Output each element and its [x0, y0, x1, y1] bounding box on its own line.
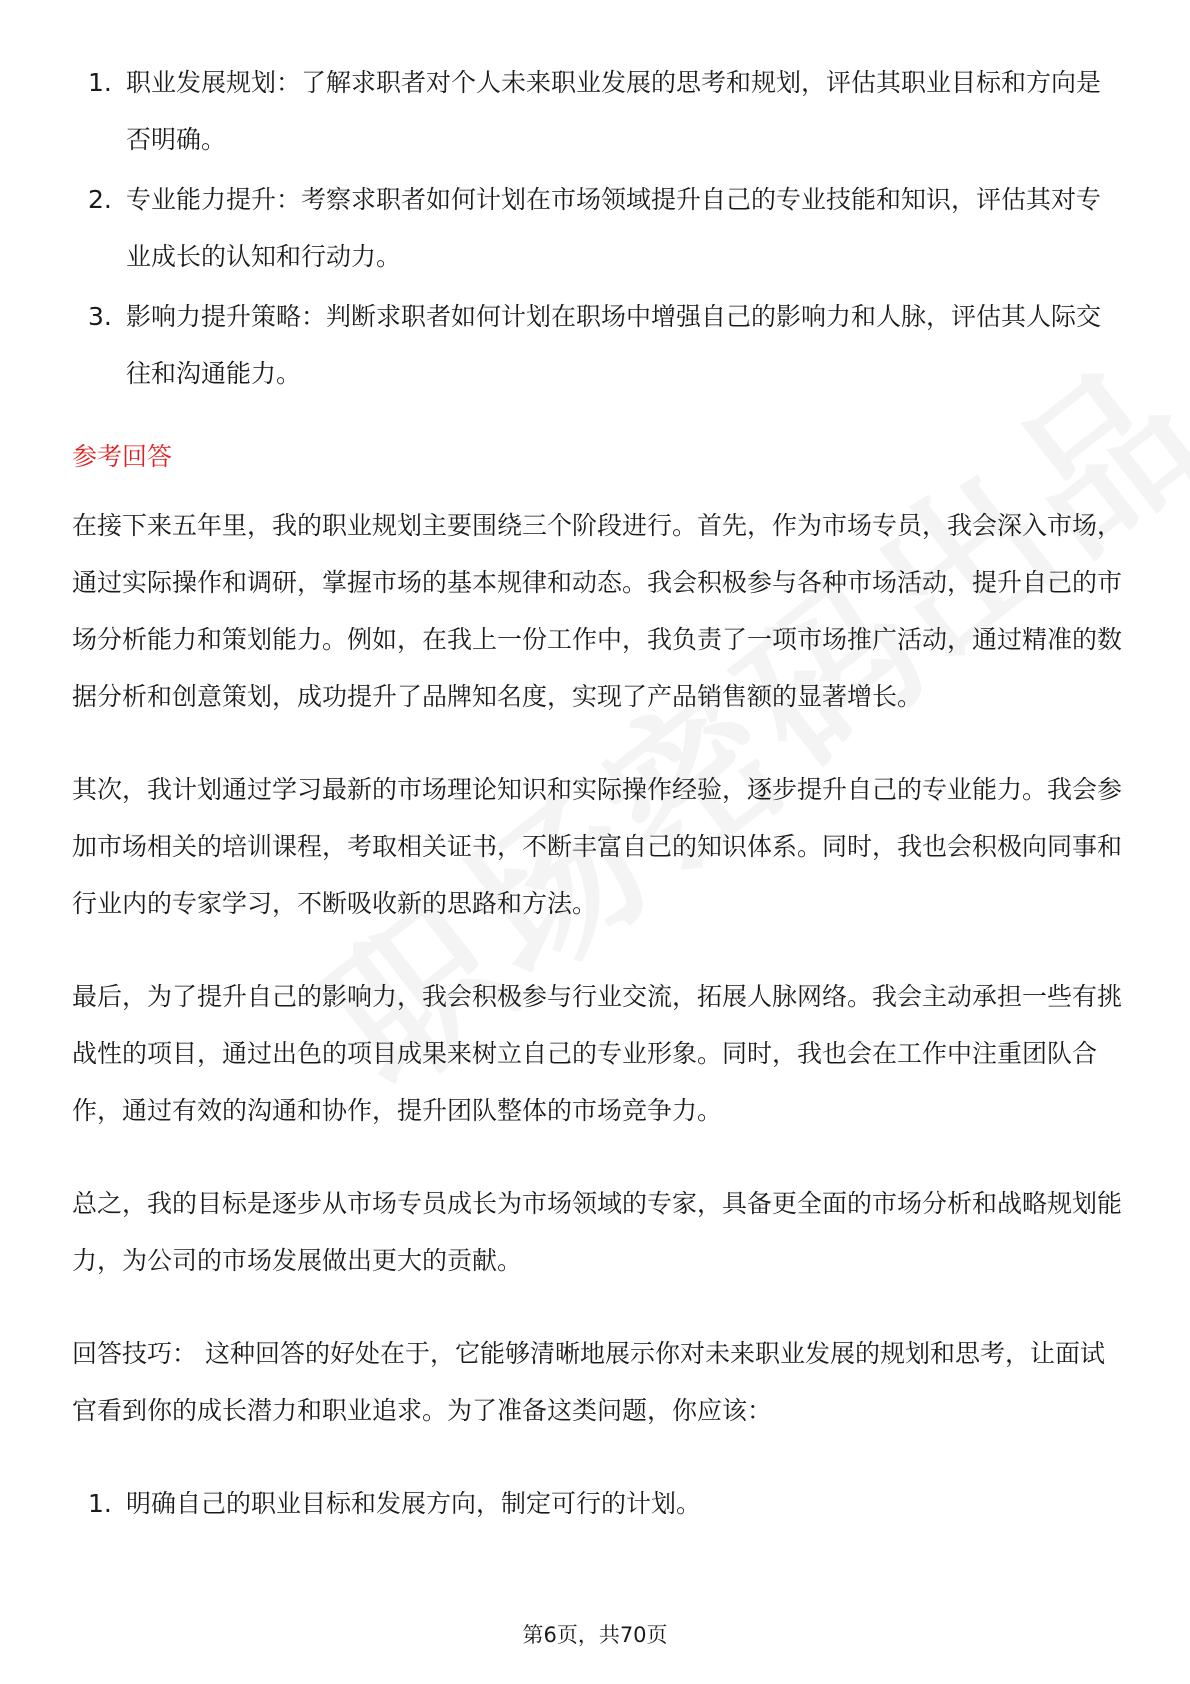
list-item-text: 明确自己的职业目标和发展方向，制定可行的计划。	[126, 1489, 702, 1518]
answer-paragraph: 最后，为了提升自己的影响力，我会积极参与行业交流，拓展人脉网络。我会主动承担一些有挑战性的项目，通过出色的项目成果来树立自己的专业形象。同时，我也会在工作中注重团队合作，通过有效的沟通和协作，提升团队整体的市场竞争力。	[72, 982, 1123, 1125]
list-item-text: 专业能力提升：考察求职者如何计划在市场领域提升自己的专业技能和知识，评估其对专业成长的认知和行动力。	[126, 185, 1102, 271]
list-item-text: 影响力提升策略：判断求职者如何计划在职场中增强自己的影响力和人脉，评估其人际交往和沟通能力。	[126, 302, 1102, 388]
tips-list	[72, 1475, 1122, 1532]
list-number: 3.	[88, 302, 112, 331]
list-item	[72, 1475, 1122, 1532]
answer-paragraph: 在接下来五年里，我的职业规划主要围绕三个阶段进行。首先，作为市场专员，我会深入市场，通过实际操作和调研，掌握市场的基本规律和动态。我会积极参与各种市场活动，提升自己的市场分析能力和策划能力。例如，在我上一份工作中，我负责了一项市场推广活动，通过精准的数据分析和创意策划，成功提升了品牌知名度，实现了产品销售额的显著增长。	[72, 511, 1123, 711]
section-title: 参考回答	[72, 442, 173, 471]
page-content	[72, 54, 1122, 1532]
list-item	[72, 288, 1122, 402]
list-number: 1.	[88, 1489, 112, 1518]
page-number: 第6页，共70页	[522, 1623, 668, 1647]
list-number: 2.	[88, 185, 112, 214]
answer-paragraph: 总之，我的目标是逐步从市场专员成长为市场领域的专家，具备更全面的市场分析和战略规划能力，为公司的市场发展做出更大的贡献。	[72, 1189, 1123, 1275]
list-item	[72, 171, 1122, 285]
evaluation-points-list	[72, 54, 1122, 402]
tips-paragraph: 回答技巧： 这种回答的好处在于，它能够清晰地展示你对未来职业发展的规划和思考，让面试官看到你的成长潜力和职业追求。为了准备这类问题，你应该：	[72, 1339, 1105, 1425]
list-item	[72, 54, 1122, 168]
list-number: 1.	[88, 68, 112, 97]
list-item-text: 职业发展规划：了解求职者对个人未来职业发展的思考和规划，评估其职业目标和方向是否明确。	[126, 68, 1102, 154]
answer-paragraph: 其次，我计划通过学习最新的市场理论知识和实际操作经验，逐步提升自己的专业能力。我会参加市场相关的培训课程，考取相关证书，不断丰富自己的知识体系。同时，我也会积极向同事和行业内的专家学习，不断吸收新的思路和方法。	[72, 775, 1123, 918]
